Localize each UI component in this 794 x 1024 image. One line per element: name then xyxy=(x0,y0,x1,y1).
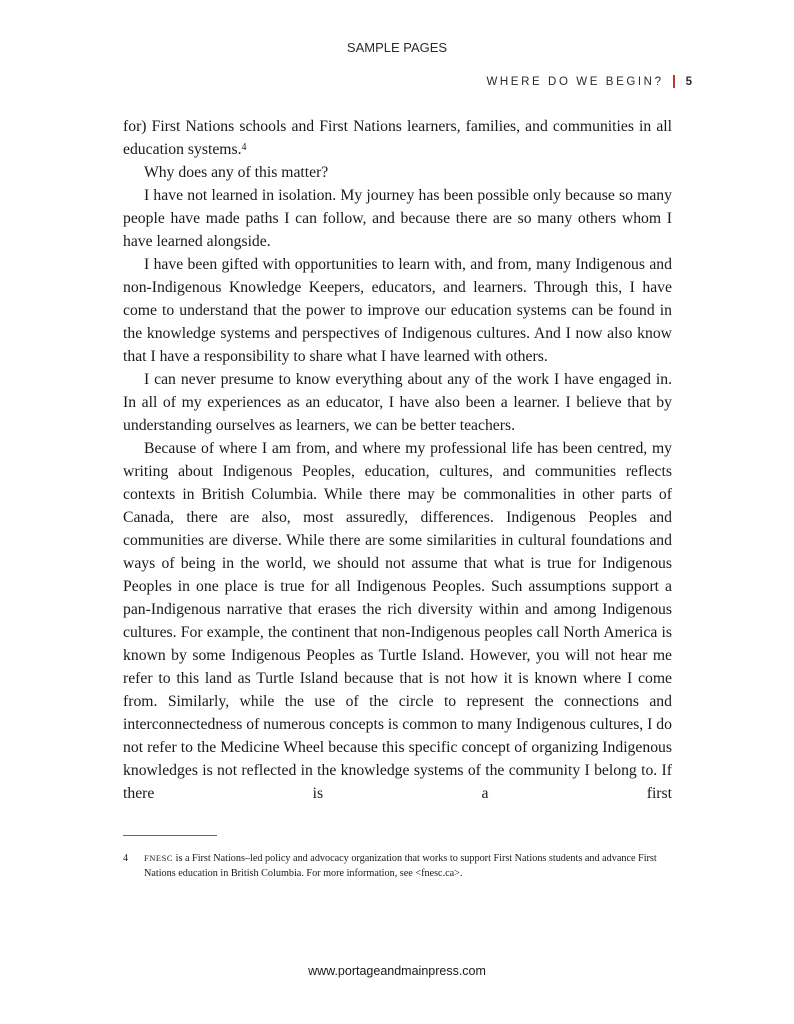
paragraph-text: for) First Nations schools and First Nations learners, families, and communities in all education systems. xyxy=(123,118,672,158)
body-paragraph: I can never presume to know everything about any of the work I have engaged in. In all of my experiences as an educator, I have also been a learner. I believe that by understanding ourselves as learners, we can be better teachers. xyxy=(123,371,672,434)
footnote-abbreviation: FNESC xyxy=(144,854,174,863)
body-paragraph: Why does any of this matter? xyxy=(144,164,329,181)
footnote-text: is a First Nations–led policy and advocacy organization that works to support First Nations students and advance First Nations education in British Columbia. For more information, see <fnesc.ca>. xyxy=(144,853,657,879)
page-number: 5 xyxy=(685,75,692,88)
footnote-body xyxy=(144,851,683,881)
body-paragraph: I have been gifted with opportunities to learn with, and from, many Indigenous and non-Indigenous Knowledge Keepers, educators, and learners. Through this, I have come to understand that the power to improve our education systems can be found in the knowledge systems and perspectives of Indigenous cultures. And I now also know that I have a responsibility to share what I have learned with others. xyxy=(123,256,672,365)
sample-pages-banner: SAMPLE PAGES xyxy=(346,40,448,55)
running-head-divider xyxy=(673,75,675,88)
running-head xyxy=(486,75,692,88)
body-text xyxy=(123,115,672,805)
body-paragraph: Because of where I am from, and where my professional life has been centred, my writing about Indigenous Peoples, education, cultures, and communities reflects contexts in British Columbia. While there may be commonalities in other parts of Canada, there are also, most assuredly, differences. Indigenous Peoples and communities are diverse. While there are some similarities in cultural foundations and ways of being in the world, we should not assume that what is true for Indigenous Peoples in one place is true for all Indigenous Peoples. Such assumptions support a pan-Indigenous narrative that erases the rich diversity within and among Indigenous cultures. For example, the continent that non-Indigenous peoples call North America is known by some Indigenous Peoples as Turtle Island. However, you will not hear me refer to this land as Turtle Island because that is not how it is known where I come from. Similarly, while the use of the circle to represent the connections and interconnectedness of numerous concepts is common to many Indigenous cultures, I do not refer to the Medicine Wheel because this specific concept of organizing Indigenous knowledges is not reflected in the knowledge systems of the community I belong to. If there is a first xyxy=(123,440,672,802)
body-paragraph xyxy=(123,115,672,161)
footnote xyxy=(123,851,683,881)
publisher-url[interactable]: www.portageandmainpress.com xyxy=(308,964,486,978)
chapter-title: WHERE DO WE BEGIN? xyxy=(486,75,664,88)
body-paragraph: I have not learned in isolation. My journey has been possible only because so many people have made paths I can follow, and because there are so many others whom I have learned alongside. xyxy=(123,187,672,250)
footnote-divider xyxy=(123,835,217,836)
footnote-number: 4 xyxy=(123,853,129,864)
footnote-reference[interactable]: 4 xyxy=(241,142,247,153)
